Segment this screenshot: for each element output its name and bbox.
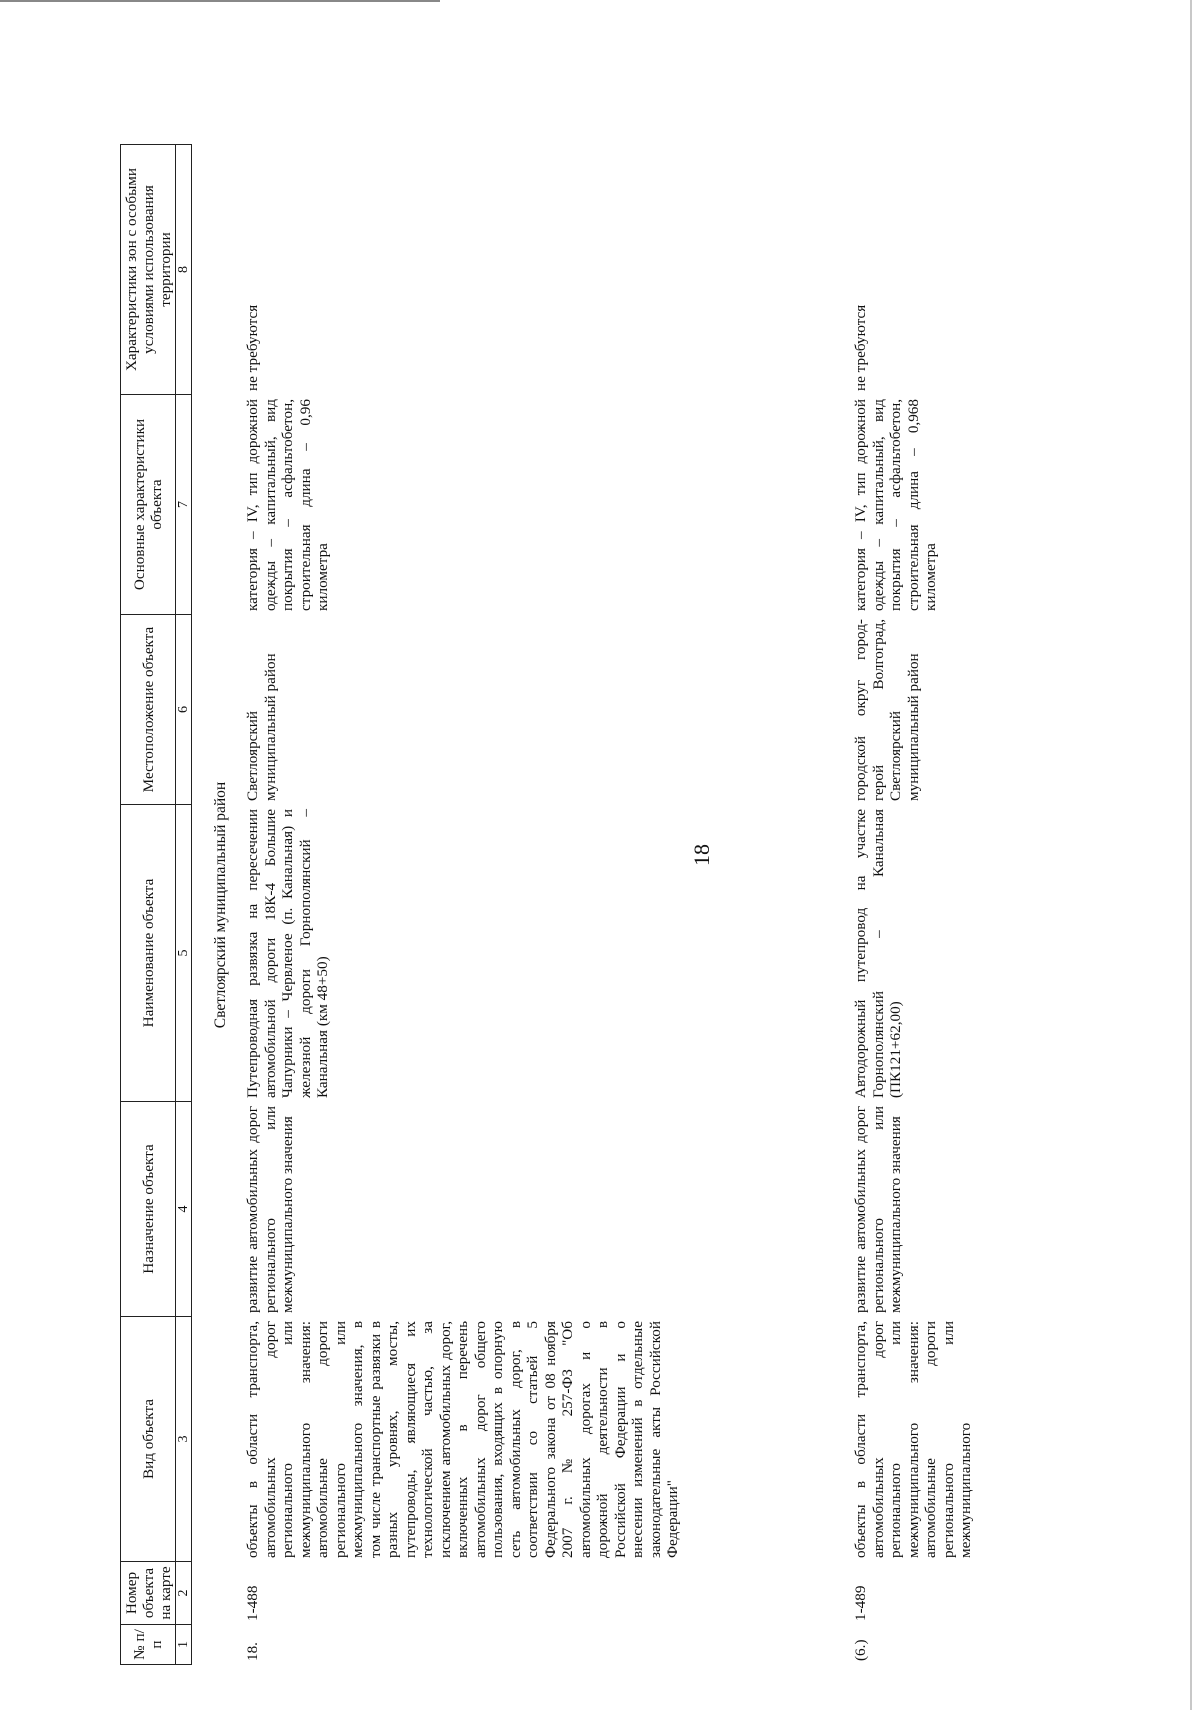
- object-name: Автодорожный путепровод на участке Горнополянский – Канальная (ПК121+62,00): [852, 809, 904, 1098]
- zone-characteristics: не требуются: [852, 304, 869, 391]
- object-characteristics: категория – IV, тип дорожной одежды – капитальный, вид покрытия – асфальтобетон, строительная длина – 0,968 километра: [852, 399, 939, 611]
- object-name: Путепроводная развязка на пересечении автомобильной дороги 18К-4 Большие Чапурники – Червленое (п. Канальная) и железной дороги Горнополянский – Канальная (км 48+50): [244, 809, 331, 1098]
- column-number: 4: [176, 1102, 192, 1317]
- header-cell-zones: Характеристики зон с особыми условиями использования территории: [121, 145, 176, 395]
- header-cell-purpose: Назначение объекта: [121, 1102, 176, 1317]
- column-number: 3: [176, 1317, 192, 1562]
- scan-top-edge: [0, 0, 440, 2]
- header-cell-location: Местоположение объекта: [121, 615, 176, 805]
- scan-right-edge: [1190, 0, 1192, 1710]
- map-number: 1-488: [244, 1585, 261, 1621]
- rotated-document: [120, 145, 1120, 1665]
- object-kind: объекты в области транспорта, автомобильных дорог регионального или межмуниципального значения: автомобильные дороги регионального или межмуниципального значения, в том числе транспортные развязки в разных уровнях, мосты, путепроводы, являющиеся их технологической частью, за исключением автомобильных дорог, включенных в перечень автомобильных дорог общего пользования, входящих в опорную сеть автомобильных дорог, в соответствии со статьей 5 Федерального закона от 08 ноября 2007 г. № 257-ФЗ "Об автомобильных дорогах и о дорожной деятельности в Российской Федерации и о внесении изменений в отдельные законодательные акты Российской Федерации": [244, 1321, 681, 1558]
- column-number: 7: [176, 395, 192, 615]
- header-cell-kind: Вид объекта: [121, 1317, 176, 1562]
- header-cell-characteristics: Основные характеристики объекта: [121, 395, 176, 615]
- header-cell-map-no: Номер объекта на карте: [121, 1562, 176, 1625]
- column-number: 6: [176, 615, 192, 805]
- page-number: 18: [689, 844, 714, 866]
- column-number: 8: [176, 145, 192, 395]
- section-title: Светлоярский муниципальный район: [212, 781, 229, 1029]
- map-number: 1-489: [852, 1585, 869, 1621]
- object-characteristics: категория – IV, тип дорожной одежды – капитальный, вид покрытия – асфальтобетон, строительная длина – 0,96 километра: [244, 399, 331, 611]
- column-number-row: [176, 145, 192, 1665]
- object-purpose: развитие автомобильных дорог регионального или межмуниципального значения: [852, 1106, 904, 1313]
- column-number: 5: [176, 805, 192, 1102]
- objects-table: [120, 144, 192, 1665]
- object-kind: объекты в области транспорта, автомобильных дорог регионального или межмуниципального значения: автомобильные дороги регионального или межмуниципального: [852, 1321, 974, 1558]
- object-location: Светлоярский муниципальный район: [244, 653, 279, 801]
- row-number: (6.): [852, 1639, 869, 1661]
- column-number: 1: [176, 1625, 192, 1665]
- zone-characteristics: не требуются: [244, 304, 261, 391]
- header-cell-name: Наименование объекта: [121, 805, 176, 1102]
- row-number: 18.: [244, 1642, 261, 1661]
- object-purpose: развитие автомобильных дорог регионального или межмуниципального значения: [244, 1106, 296, 1313]
- object-location: городской округ город-герой Волгоград, Светлоярский муниципальный район: [852, 619, 922, 801]
- column-number: 2: [176, 1562, 192, 1625]
- header-row: [121, 145, 176, 1665]
- header-cell-no: № п/п: [121, 1625, 176, 1665]
